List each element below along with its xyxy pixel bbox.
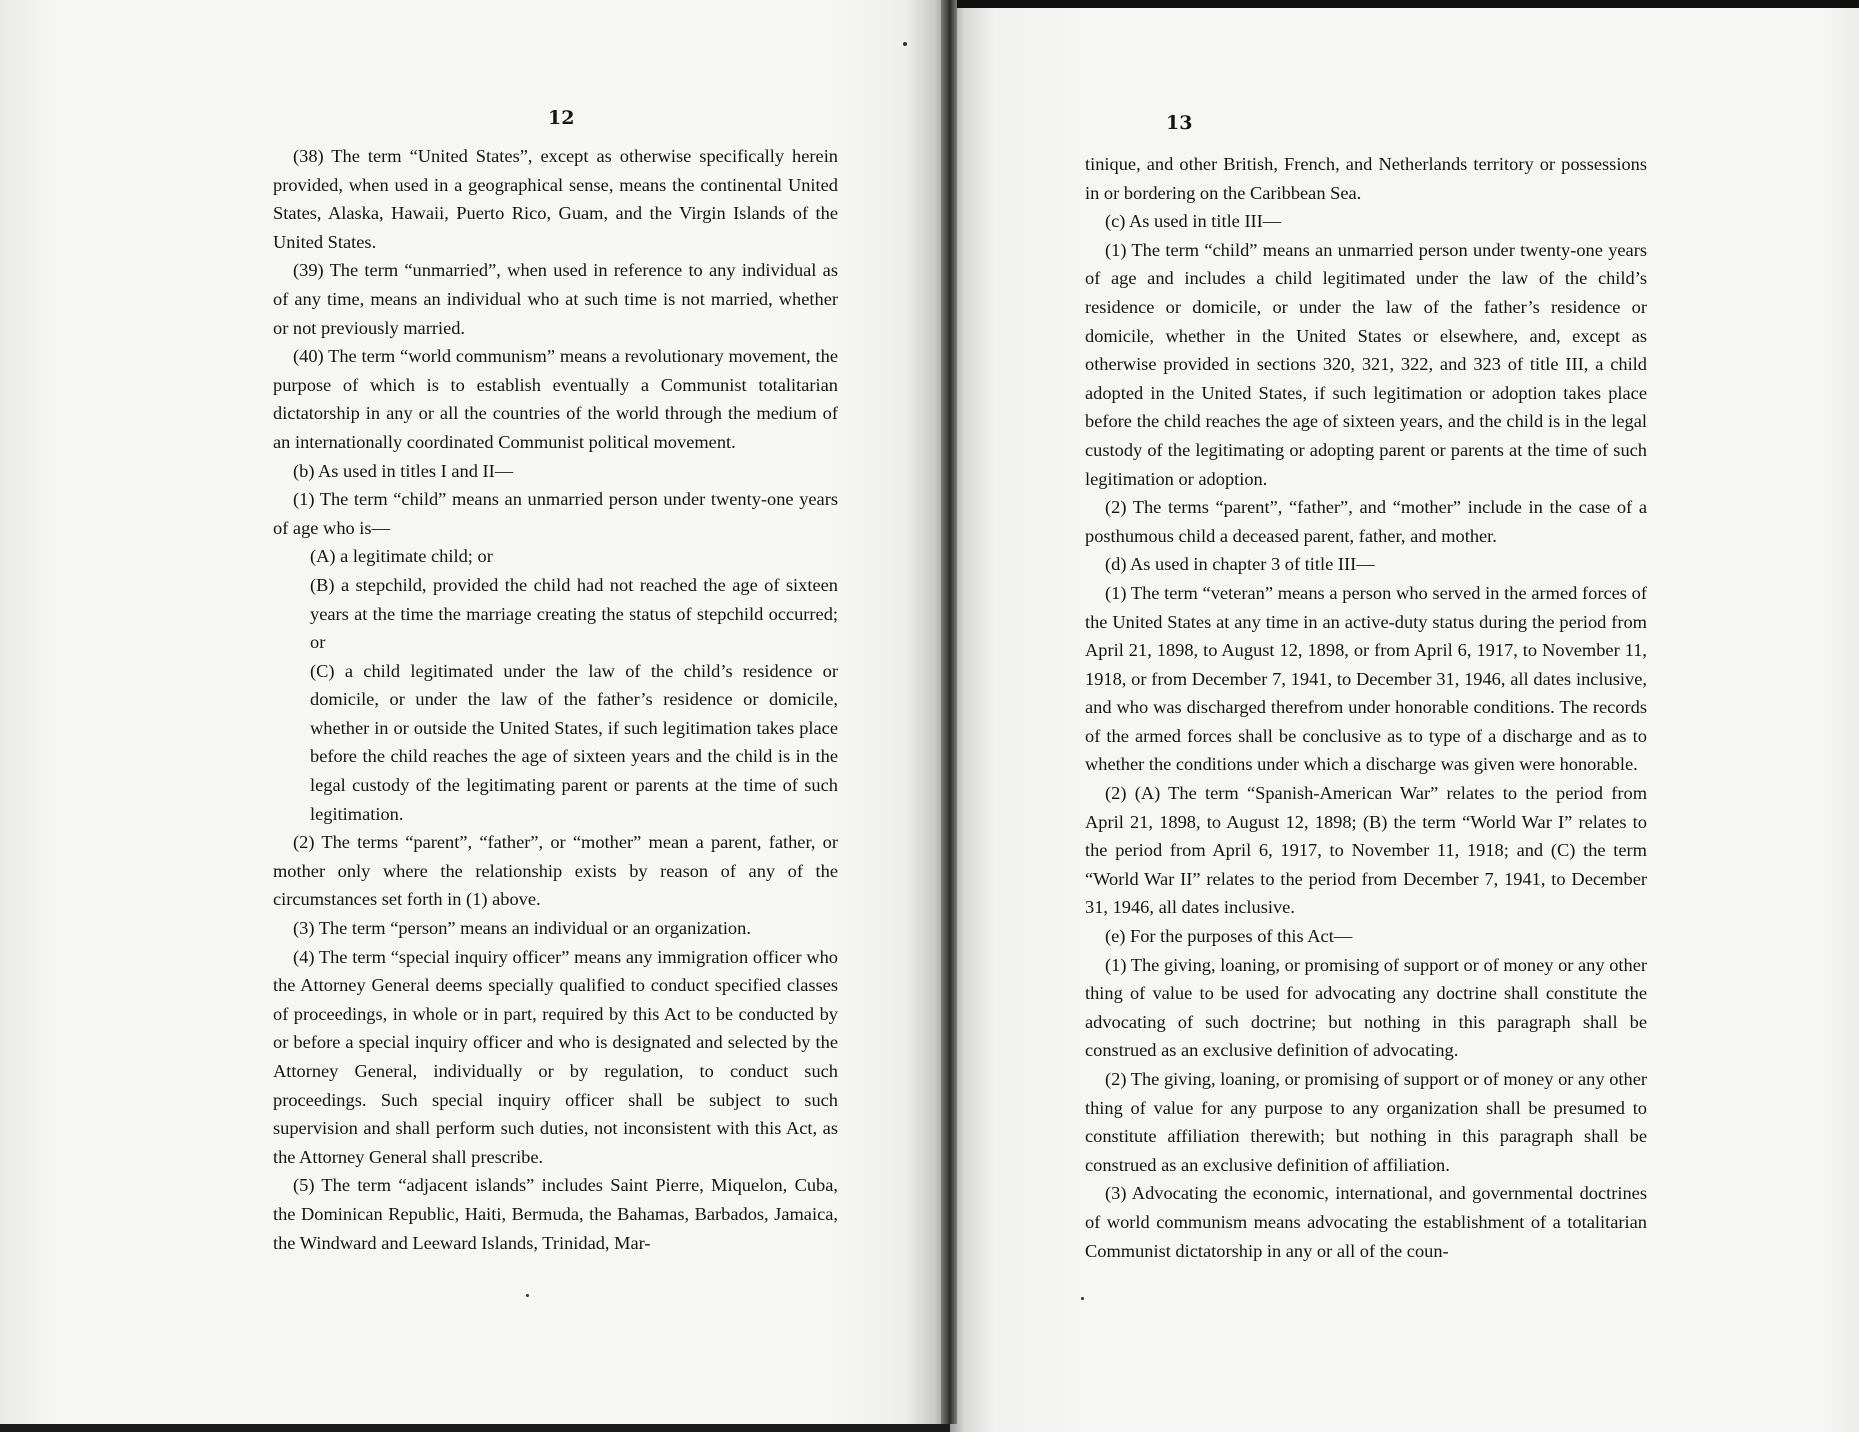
paragraph: (2) The terms “parent”, “father”, or “mother” mean a parent, father, or mother only where the relationship exists by reason of any of the circumstances set forth in (1) above. [273, 832, 838, 910]
paragraph: (B) a stepchild, provided the child had not reached the age of sixteen years at the time the marriage creating the status of stepchild occurred; or [310, 574, 838, 653]
print-speck [526, 1294, 529, 1297]
paragraph: (3) Advocating the economic, international, and governmental doctrines of world communism means advocating the establishment of a totalitarian Communist dictatorship in any or all of the coun- [1085, 1183, 1647, 1261]
paragraph: (39) The term “unmarried”, when used in reference to any individual as of any time, means an individual who at such time is not married, whether or not previously married. [273, 260, 838, 338]
paragraph: (4) The term “special inquiry officer” means any immigration officer who the Attorney General deems specially qualified to conduct specified classes of proceedings, in whole or in part, required by this Act to be conducted by or before a special inquiry officer and who is designated and selected by the Attorney General, individually or by regulation, to conduct such proceedings. Such special inquiry officer shall be subject to such supervision and shall perform such duties, not inconsistent with this Act, as the Attorney General shall prescribe. [273, 946, 838, 1167]
paragraph: (1) The term “veteran” means a person who served in the armed forces of the United States at any time in an active-duty status during the period from April 21, 1898, to August 12, 1898, or from April 6, 1917, to November 11, 1918, or from December 7, 1941, to December 31, 1946, all dates inclusive, and who was discharged therefrom under honorable conditions. The records of the armed forces shall be conclusive as to type of a discharge and as to whether the conditions under which a discharge was given were honorable. [1085, 582, 1647, 775]
paragraph: tinique, and other British, French, and Netherlands territory or possessions in or bordering on the Caribbean Sea. [1085, 154, 1647, 203]
paragraph: (5) The term “adjacent islands” includes Saint Pierre, Miquelon, Cuba, the Dominican Republic, Haiti, Bermuda, the Bahamas, Barbados, Jamaica, the Windward and Leeward Islands, Trinidad, Mar- [273, 1175, 838, 1253]
page-top-edge [950, 0, 1859, 8]
paragraph: (2) (A) The term “Spanish-American War” relates to the period from April 21, 1898, to August 12, 1898; (B) the term “World War I” relates to the period from April 6, 1917, to November 11, 1918; and (C) the term “World War II” relates to the period from December 7, 1941, to December 31, 1946, all dates inclusive. [1085, 783, 1647, 918]
page-number: 12 [548, 107, 575, 129]
print-speck [1081, 1297, 1084, 1300]
paragraph: (d) As used in chapter 3 of title III— [1105, 554, 1375, 575]
paragraph: (2) The terms “parent”, “father”, and “mother” include in the case of a posthumous child a deceased parent, father, and mother. [1085, 497, 1647, 546]
paragraph: (40) The term “world communism” means a revolutionary movement, the purpose of which is to establish eventually a Communist totalitarian dictatorship in any or all the countries of the world through the medium of an internationally coordinated Communist political movement. [273, 346, 838, 452]
left-page-text [273, 142, 838, 1257]
paragraph: (b) As used in titles I and II— [293, 460, 514, 481]
paragraph: (1) The giving, loaning, or promising of support or of money or any other thing of value to be used for advocating any doctrine shall constitute the advocating of such doctrine; but nothing in this paragraph shall be construed as an exclusive definition of advocating. [1085, 954, 1647, 1061]
paragraph: (38) The term “United States”, except as otherwise specifically herein provided, when used in a geographical sense, means the continental United States, Alaska, Hawaii, Puerto Rico, Guam, and the Virgin Islands of the United States. [273, 146, 838, 252]
paragraph: (e) For the purposes of this Act— [1105, 926, 1353, 947]
paragraph: (2) The giving, loaning, or promising of support or of money or any other thing of value for any purpose to any organization shall be presumed to constitute affiliation therewith; but nothing in this paragraph shall be construed as an exclusive definition of affiliation. [1085, 1069, 1647, 1175]
paragraph: (1) The term “child” means an unmarried person under twenty-one years of age and includes a child legitimated under the law of the child’s residence or domicile, or under the law of the father’s residence or domicile, whether in the United States or elsewhere, and, except as otherwise provided in sections 320, 321, 322, and 323 of title III, a child adopted in the United States, if such legitimation or adoption takes place before the child reaches the age of sixteen years, and the child is in the legal custody of the legitimating or adopting parent or parents at the time of such legitimation or adoption. [1085, 239, 1647, 489]
paragraph: (A) a legitimate child; or [310, 546, 493, 567]
paragraph: (C) a child legitimated under the law of the child’s residence or domicile, or under the law of the father’s residence or domicile, whether in or outside the United States, if such legitimation takes place before the child reaches the age of sixteen years and the child is in the legal custody of the legitimating parent or parents at the time of such legitimation. [310, 660, 838, 824]
print-speck [903, 42, 907, 46]
paragraph: (1) The term “child” means an unmarried person under twenty-one years of age who is— [273, 489, 838, 538]
page-number: 13 [1166, 112, 1193, 134]
paragraph: (c) As used in title III— [1105, 211, 1282, 232]
right-page-text [1085, 150, 1647, 1265]
book-gutter [941, 0, 957, 1424]
right-page [950, 8, 1859, 1432]
paragraph: (3) The term “person” means an individual or an organization. [293, 918, 751, 939]
